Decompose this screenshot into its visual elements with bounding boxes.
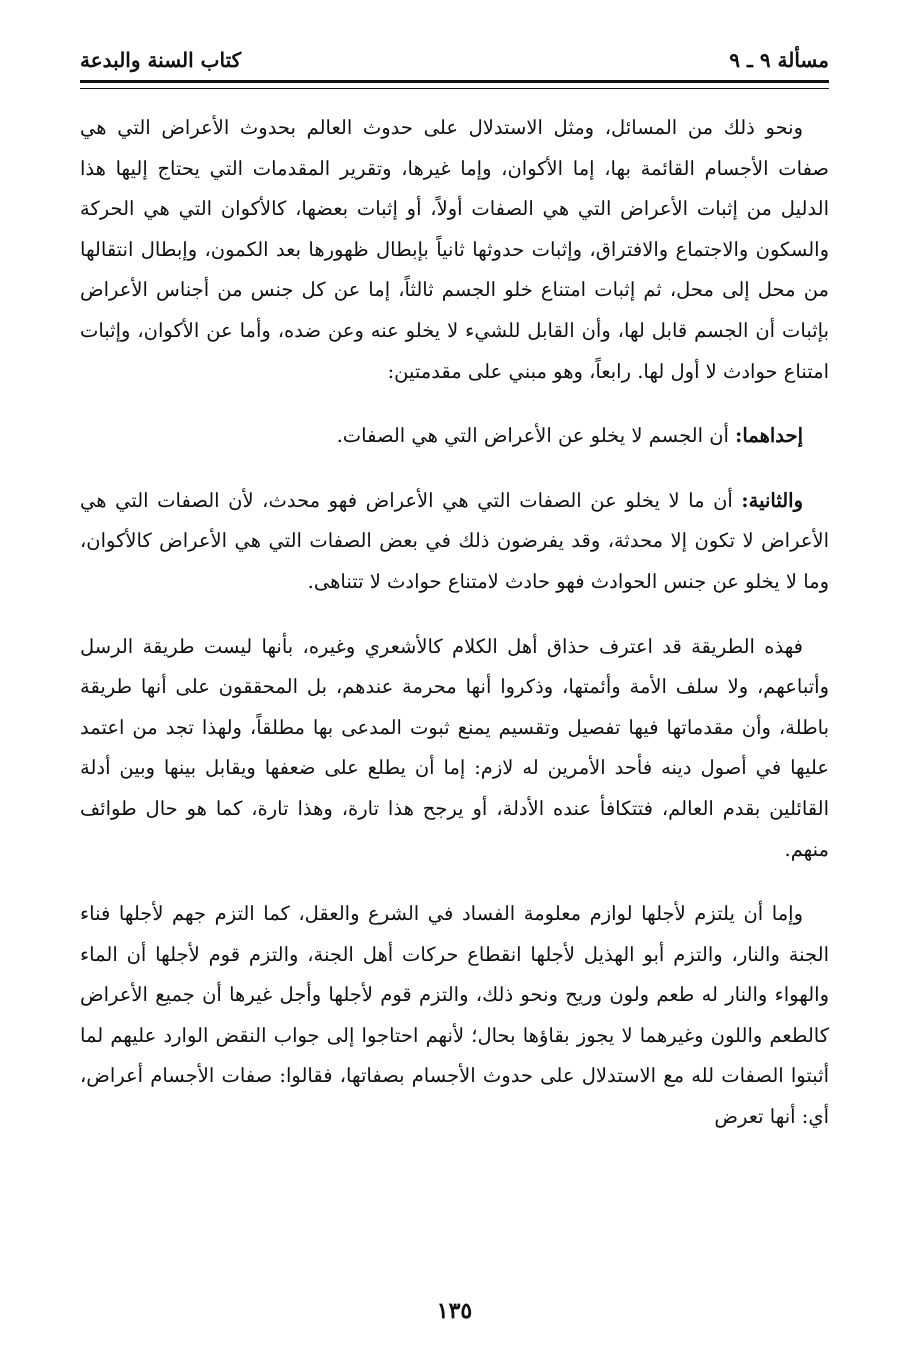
- paragraph: [80, 894, 829, 1138]
- page-body: [80, 108, 829, 1162]
- section-title: مسألة ٩ ـ ٩: [729, 48, 829, 72]
- book-title: كتاب السنة والبدعة: [80, 48, 242, 72]
- page-number: ١٣٥: [436, 1298, 473, 1324]
- paragraph-lead: والثانية:: [741, 488, 803, 512]
- paragraph-text: أن الجسم لا يخلو عن الأعراض التي هي الصفات.: [336, 424, 729, 448]
- paragraph-text: أن ما لا يخلو عن الصفات التي هي الأعراض فهو محدث، لأن الصفات التي هي الأعراض لا تكون إلا محدثة، وقد يفرضون ذلك في بعض الصفات التي هي الأعراض كالأكوان، وما لا يخلو عن جنس الحوادث فهو حادث لامتناع حوادث لا تتناهى.: [80, 488, 829, 593]
- paragraph-lead: إحداهما:: [735, 424, 803, 448]
- header-rule-thick: [80, 80, 829, 83]
- paragraph-text: ونحو ذلك من المسائل، ومثل الاستدلال على حدوث العالم بحدوث الأعراض التي هي صفات الأجسام القائمة بها، إما الأكوان، وإما غيرها، وتقرير المقدمات التي يحتاج إليها هذا الدليل من إثبات الأعراض التي هي الصفات أولاً، أو إثبات بعضها، كالأكوان التي هي الحركة والسكون والاجتماع والافتراق، وإثبات حدوثها ثانياً بإبطال ظهورها بعد الكمون، وإبطال انتقالها من محل إلى محل، ثم إثبات امتناع خلو الجسم ثالثاً، إما عن كل جنس من أجناس الأعراض بإثبات أن الجسم قابل لها، وأن القابل للشيء لا يخلو عنه وعن ضده، وأما عن الأكوان، وإثبات امتناع حوادث لا أول لها. رابعاً، وهو مبني على مقدمتين:: [80, 116, 829, 383]
- paragraph: [80, 416, 829, 457]
- page-header: [80, 38, 829, 72]
- paragraph: [80, 108, 829, 392]
- header-rule-thin: [80, 88, 829, 89]
- paragraph-text: فهذه الطريقة قد اعترف حذاق أهل الكلام كالأشعري وغيره، بأنها ليست طريقة الرسل وأتباعهم، ولا سلف الأمة وأئمتها، وذكروا أنها محرمة عندهم، بل المحققون على أنها طريقة باطلة، وأن مقدماتها فيها تفصيل وتقسيم يمنع ثبوت المدعى بها مطلقاً، ولهذا تجد من اعتمد عليها في أصول دينه فأحد الأمرين له لازم: إما أن يطلع على ضعفها ويقابل بينها وبين أدلة القائلين بقدم العالم، فتتكافأ عنده الأدلة، أو يرجح هذا تارة، وهذا تارة، كما هو حال طوائف منهم.: [80, 634, 829, 861]
- paragraph: [80, 627, 829, 871]
- paragraph: [80, 481, 829, 603]
- paragraph-text: وإما أن يلتزم لأجلها لوازم معلومة الفساد في الشرع والعقل، كما التزم جهم لأجلها فناء الجنة والنار، والتزم أبو الهذيل لأجلها انقطاع حركات أهل الجنة، والتزم قوم لأجلها أن الماء والهواء والنار له طعم ولون وريح ونحو ذلك، والتزم قوم لأجلها وأجل غيرها أن جميع الأعراض كالطعم واللون وغيرهما لا يجوز بقاؤها بحال؛ لأنهم احتاجوا إلى جواب النقض الوارد عليهم لما أثبتوا الصفات لله مع الاستدلال على حدوث الأجسام بصفاتها، فقالوا: صفات الأجسام أعراض، أي: أنها تعرض: [80, 902, 829, 1129]
